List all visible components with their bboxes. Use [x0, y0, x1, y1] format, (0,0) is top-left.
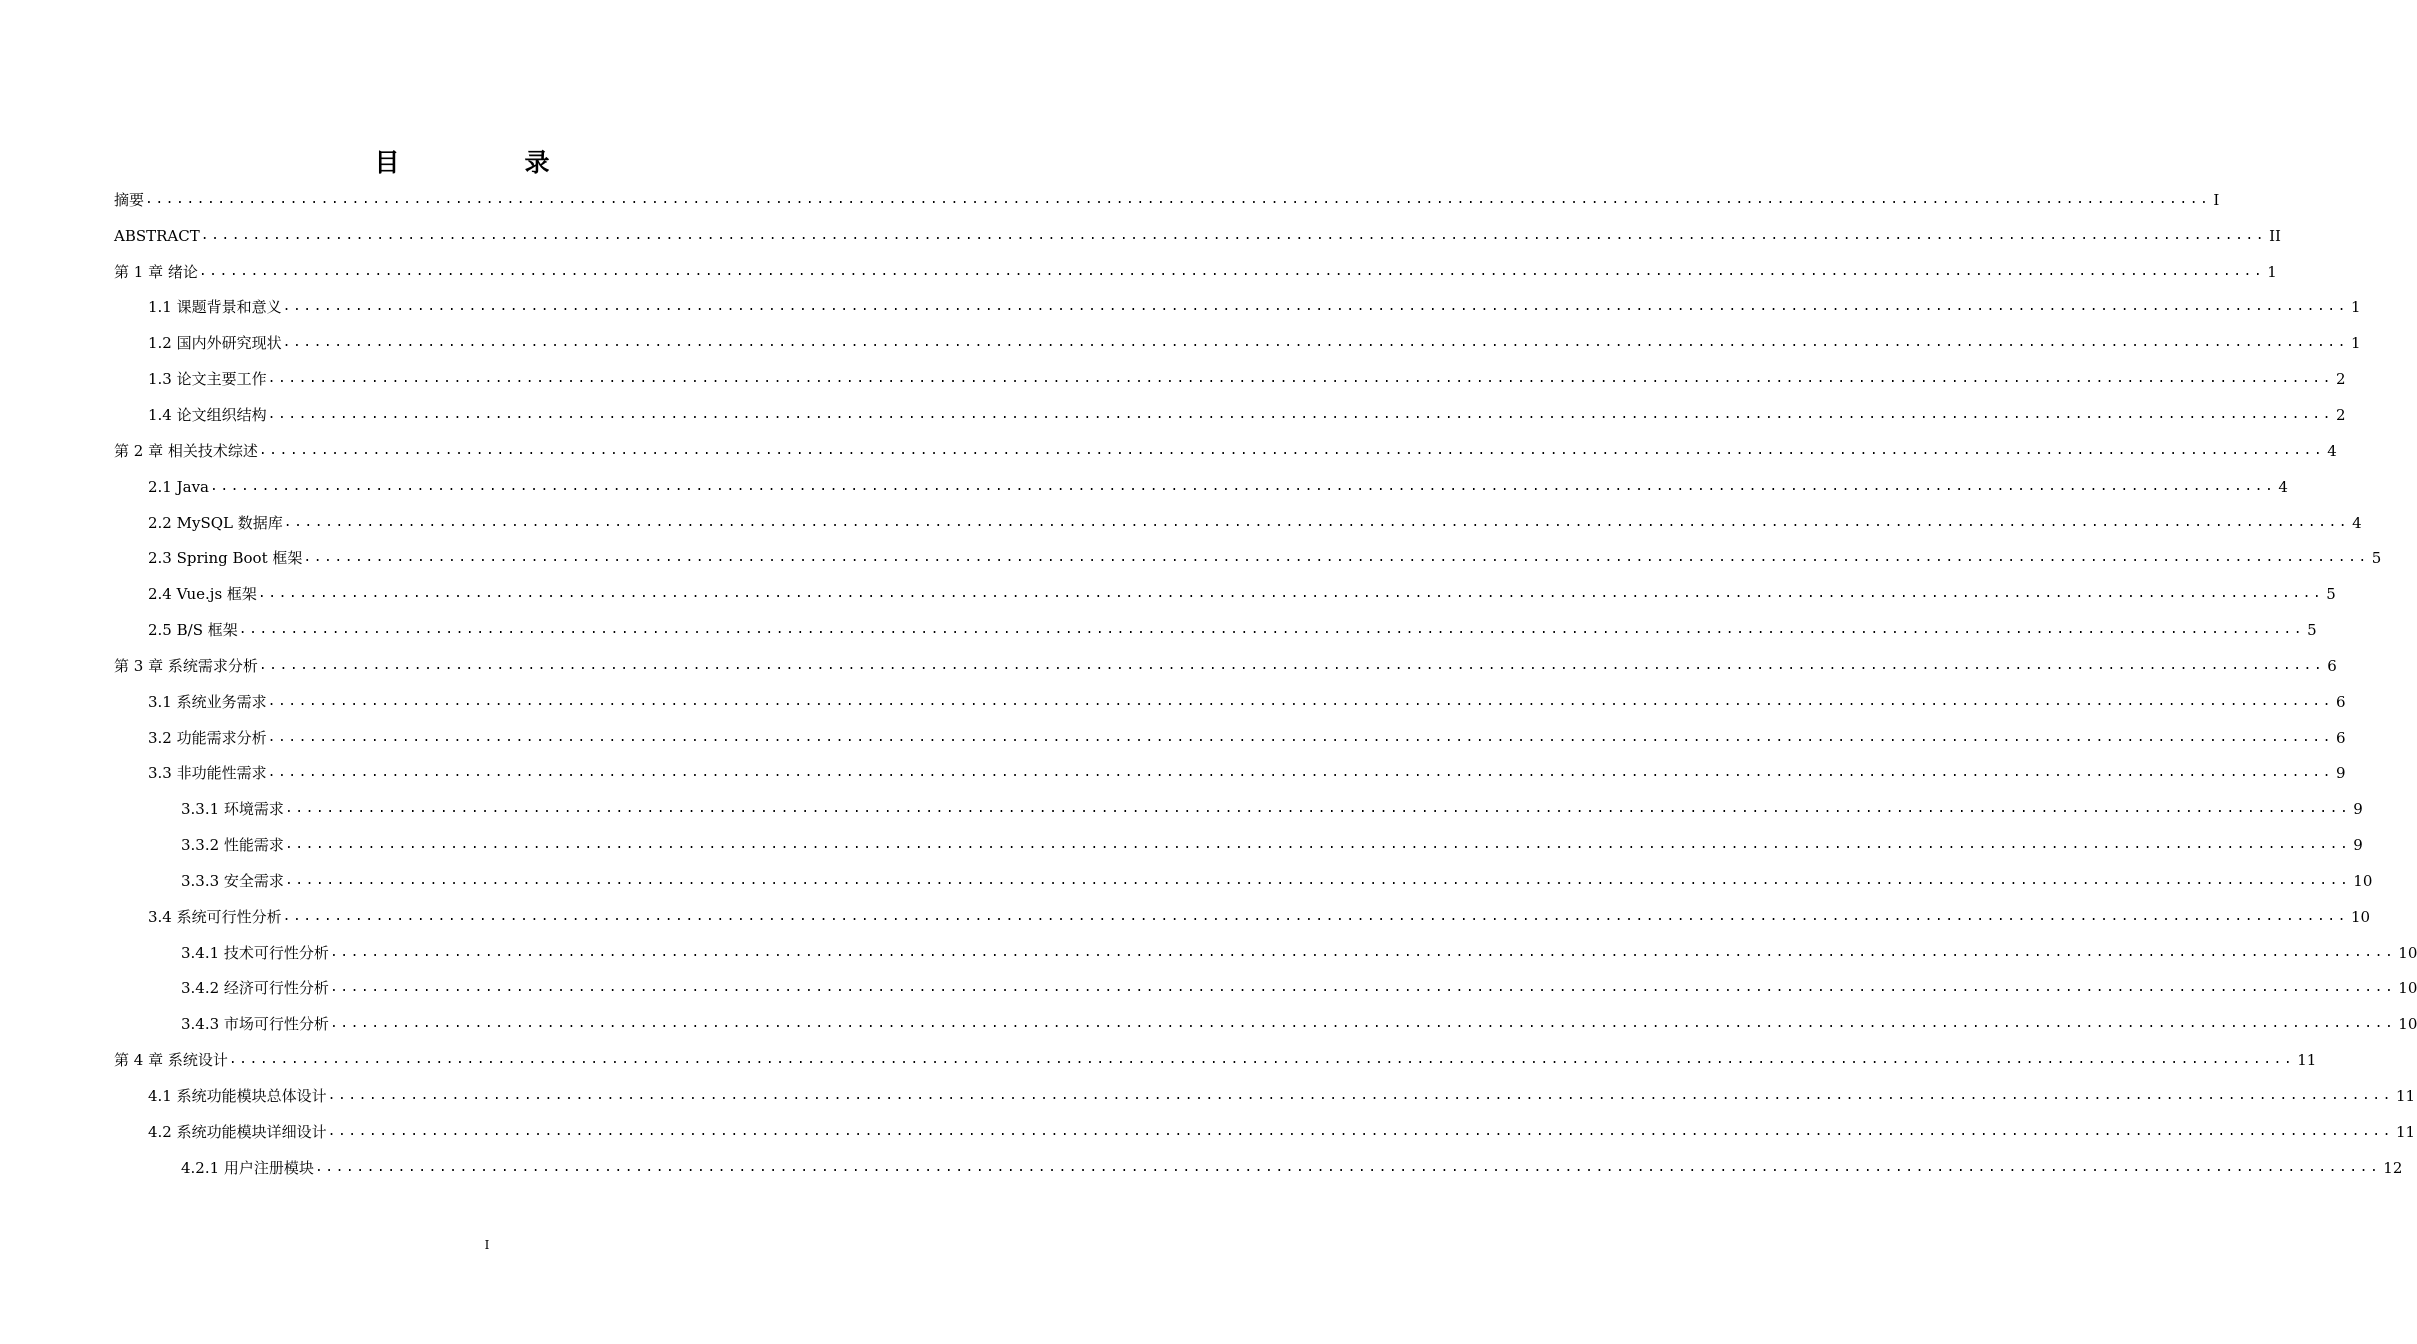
toc-dot-leader: ........................................................................................................................................................................................................ [238, 622, 2305, 638]
page-number: I [484, 1238, 490, 1252]
toc-entry-label: 第 3 章 系统需求分析 [114, 656, 258, 675]
toc-entry-label: 3.4.2 经济可行性分析 [181, 979, 329, 998]
toc-entry-label: 3.3 非功能性需求 [148, 764, 267, 783]
toc-dot-leader: ........................................................................................................................................................................................................ [327, 1088, 2393, 1104]
toc-entry-label: 2.2 MySQL 数据库 [148, 513, 283, 532]
toc-entry[interactable] [0, 1114, 2416, 1150]
toc-entry-label: 4.2.1 用户注册模块 [181, 1158, 314, 1177]
toc-dot-leader: ........................................................................................................................................................................................................ [267, 729, 2333, 745]
toc-entry-page: 4 [2278, 477, 2288, 496]
toc-entry-page: 4 [2327, 441, 2337, 460]
toc-entry-label: 2.5 B/S 框架 [148, 621, 238, 640]
toc-dot-leader: ........................................................................................................................................................................................................ [210, 478, 2276, 494]
toc-entry[interactable] [0, 791, 2363, 827]
toc-dot-leader: ........................................................................................................................................................................................................ [258, 657, 2325, 673]
toc-dot-leader: ........................................................................................................................................................................................................ [329, 980, 2396, 996]
toc-dot-leader: ........................................................................................................................................................................................................ [282, 908, 2348, 924]
toc-entry-label: 3.4 系统可行性分析 [148, 907, 282, 926]
page-title: 目 录 [374, 148, 600, 177]
toc-entry-page: 6 [2335, 728, 2346, 747]
toc-entry-label: 1.3 论文主要工作 [148, 370, 267, 389]
toc-dot-leader: ........................................................................................................................................................................................................ [282, 335, 2348, 351]
toc-entry-page: 1 [2267, 262, 2277, 281]
toc-dot-leader: ........................................................................................................................................................................................................ [267, 693, 2333, 709]
toc-entry[interactable] [0, 1150, 2403, 1186]
toc-dot-leader: ........................................................................................................................................................................................................ [284, 837, 2351, 853]
toc-dot-leader: ........................................................................................................................................................................................................ [282, 299, 2348, 315]
toc-dot-leader: ........................................................................................................................................................................................................ [329, 1016, 2396, 1032]
toc-entry-label: 摘要 [114, 190, 145, 209]
toc-entry-label: 3.3.2 性能需求 [181, 836, 284, 855]
toc-entry-page: 9 [2353, 800, 2363, 819]
toc-entry-page: 4 [2352, 513, 2362, 532]
toc-dot-leader: ........................................................................................................................................................................................................ [314, 1159, 2381, 1175]
toc-entry-page: 11 [2395, 1087, 2416, 1106]
toc-entry-page: 1 [2350, 334, 2361, 353]
table-of-contents [0, 182, 2417, 1186]
toc-entry-page: 10 [2398, 979, 2417, 998]
toc-entry[interactable] [0, 863, 2373, 899]
toc-entry[interactable] [0, 182, 2220, 218]
toc-entry-page: 6 [2327, 656, 2337, 675]
toc-entry-label: 1.2 国内外研究现状 [148, 334, 282, 353]
toc-entry-page: 5 [2326, 585, 2336, 604]
toc-entry-page: 2 [2335, 370, 2346, 389]
toc-dot-leader: ........................................................................................................................................................................................................ [284, 801, 2351, 817]
toc-dot-leader: ........................................................................................................................................................................................................ [267, 406, 2333, 422]
toc-entry-page: 10 [2353, 871, 2373, 890]
toc-entry-page: 9 [2353, 836, 2363, 855]
toc-dot-leader: ........................................................................................................................................................................................................ [267, 765, 2333, 781]
toc-entry[interactable] [0, 612, 2317, 648]
toc-entry-label: 1.4 论文组织结构 [148, 405, 267, 424]
toc-entry[interactable] [0, 899, 2371, 935]
toc-entry-label: 3.3.1 环境需求 [181, 800, 284, 819]
toc-dot-leader: ........................................................................................................................................................................................................ [145, 191, 2211, 207]
toc-entry[interactable] [0, 469, 2288, 505]
toc-entry-label: 3.2 功能需求分析 [148, 728, 267, 747]
toc-entry-page: 12 [2383, 1158, 2403, 1177]
toc-entry[interactable] [0, 1078, 2416, 1114]
toc-entry-label: 3.1 系统业务需求 [148, 692, 267, 711]
toc-entry[interactable] [0, 254, 2277, 290]
toc-entry-label: 第 1 章 绪论 [114, 262, 198, 281]
toc-entry[interactable] [0, 433, 2337, 469]
toc-dot-leader: ........................................................................................................................................................................................................ [283, 514, 2350, 530]
toc-entry[interactable] [0, 971, 2417, 1007]
toc-entry[interactable] [0, 218, 2281, 254]
toc-dot-leader: ........................................................................................................................................................................................................ [267, 371, 2333, 387]
toc-dot-leader: ........................................................................................................................................................................................................ [284, 872, 2351, 888]
toc-entry-label: 1.1 课题背景和意义 [148, 298, 282, 317]
toc-dot-leader: ........................................................................................................................................................................................................ [200, 227, 2267, 243]
toc-entry[interactable] [0, 1006, 2417, 1042]
toc-entry[interactable] [0, 505, 2362, 541]
toc-entry-page: 10 [2350, 907, 2371, 926]
toc-entry-page: I [2213, 190, 2220, 209]
toc-entry[interactable] [0, 827, 2363, 863]
toc-entry-page: 5 [2307, 621, 2317, 640]
toc-dot-leader: ........................................................................................................................................................................................................ [258, 442, 2325, 458]
toc-dot-leader: ........................................................................................................................................................................................................ [327, 1123, 2393, 1139]
toc-entry-label: 3.4.3 市场可行性分析 [181, 1015, 329, 1034]
toc-dot-leader: ........................................................................................................................................................................................................ [329, 944, 2396, 960]
toc-entry-page: 11 [2395, 1122, 2416, 1141]
toc-entry[interactable] [0, 397, 2346, 433]
toc-entry-label: 2.3 Spring Boot 框架 [148, 549, 303, 568]
toc-entry[interactable] [0, 1042, 2317, 1078]
toc-entry-page: 6 [2335, 692, 2346, 711]
toc-entry[interactable] [0, 361, 2346, 397]
toc-entry-page: 10 [2398, 943, 2417, 962]
toc-dot-leader: ........................................................................................................................................................................................................ [257, 586, 2324, 602]
toc-entry[interactable] [0, 684, 2346, 720]
toc-entry-page: 5 [2371, 549, 2382, 568]
toc-entry-page: 10 [2398, 1015, 2417, 1034]
toc-entry-label: 2.1 Java [148, 477, 209, 496]
toc-entry-page: 1 [2350, 298, 2361, 317]
toc-entry-page: 11 [2297, 1051, 2317, 1070]
toc-entry[interactable] [0, 648, 2337, 684]
toc-entry-page: 2 [2335, 405, 2346, 424]
toc-dot-leader: ........................................................................................................................................................................................................ [198, 263, 2265, 279]
toc-entry-label: 第 4 章 系统设计 [114, 1051, 228, 1070]
toc-entry-label: 2.4 Vue.js 框架 [148, 585, 257, 604]
toc-entry[interactable] [0, 935, 2417, 971]
toc-entry-page: II [2269, 226, 2281, 245]
toc-dot-leader: ........................................................................................................................................................................................................ [303, 550, 2369, 566]
toc-entry[interactable] [0, 540, 2382, 576]
toc-entry-page: 9 [2335, 764, 2346, 783]
toc-entry-label: 4.2 系统功能模块详细设计 [148, 1122, 327, 1141]
toc-entry-label: 4.1 系统功能模块总体设计 [148, 1087, 327, 1106]
toc-entry[interactable] [0, 290, 2361, 326]
toc-entry-label: ABSTRACT [114, 226, 200, 245]
toc-entry[interactable] [0, 325, 2361, 361]
toc-entry[interactable] [0, 720, 2346, 756]
toc-entry-label: 第 2 章 相关技术综述 [114, 441, 258, 460]
toc-entry[interactable] [0, 756, 2346, 792]
toc-entry-label: 3.3.3 安全需求 [181, 871, 284, 890]
toc-entry[interactable] [0, 576, 2336, 612]
toc-entry-label: 3.4.1 技术可行性分析 [181, 943, 329, 962]
toc-dot-leader: ........................................................................................................................................................................................................ [228, 1052, 2295, 1068]
